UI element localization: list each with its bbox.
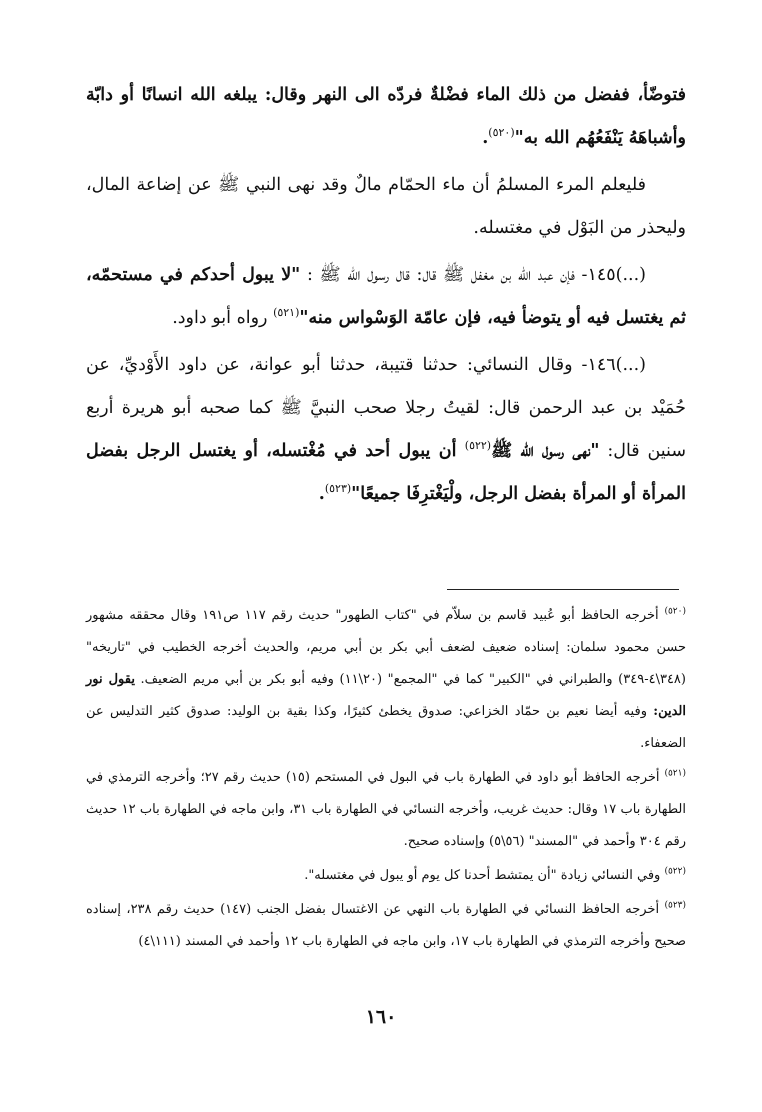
paragraph: [86, 344, 686, 516]
footnote-ref[interactable]: (٥٢٠): [488, 126, 515, 140]
text-run: (...)١٤٥- فإن عبد الله بن مغفل ﷺ قال: قال رسول الله ﷺ :: [300, 265, 646, 285]
paragraph: [86, 74, 686, 160]
footnote-ref[interactable]: (٥٢٢): [464, 439, 492, 453]
footnote-number: (٥٢٢): [664, 866, 686, 877]
text-run: فليعلم المرء المسلمُ أن ماء الحمّام مالٌ وقد نهى النبي ﷺ عن إضاعة المال، وليحذر من البَوْل في مغتسله.: [86, 175, 686, 238]
footnote-number: (٥٢١): [664, 768, 686, 779]
main-text: [86, 74, 686, 520]
text-run: رواه أبو داود.: [172, 308, 274, 328]
footnote-ref[interactable]: (٥٢١): [273, 306, 300, 320]
hadith-quote: "لا يبول أحدكم في مستحمّه، ثم يغتسل فيه أو يتوضأ فيه، فإن عامّة الوَسْواس منه": [86, 265, 686, 328]
page-number: ١٦٠: [365, 1006, 397, 1028]
footnote-text: وفيه أيضا نعيم بن حمّاد الخزاعي: صدوق يخطئ كثيرًا، وكذا بقية بن الوليد: صدوق كثير التدليس عن الضعفاء.: [86, 704, 686, 751]
footnote-ref[interactable]: (٥٢٣): [324, 482, 352, 496]
footnote: [86, 762, 686, 858]
footnotes: [86, 600, 686, 960]
paragraph: [86, 254, 686, 340]
text-run: فتوضّأ، ففضل من ذلك الماء فضْلةٌ فردّه الى النهر وقال: يبلغه الله انسانًا أو دابّة وأشباهَهُ يَنْفَعُهُم الله به": [86, 85, 686, 148]
paragraph: [86, 164, 686, 250]
footnote-text: أخرجه الحافظ أبو داود في الطهارة باب في البول في المستحم (١٥) حديث رقم ٢٧؛ وأخرجه الترمذي في الطهارة باب ١٧ وقال: حديث غريب، وأخرجه النسائي في الطهارة باب ٣١، وابن ماجه في الطهارة باب ١٢ حديث رقم ٣٠٤ وأحمد في "المسند" (٥٦\٥) وإسناده صحيح.: [86, 770, 686, 849]
text-run: .: [318, 484, 325, 504]
footnote: [86, 600, 686, 760]
footnote-text: وفي النسائي زيادة "أن يمتشط أحدنا كل يوم أو يبول في مغتسله".: [304, 868, 665, 883]
footnote-number: (٥٢٠): [664, 606, 686, 617]
hadith-quote: أن يبول أحد في مُغْتسله، أو يغتسل الرجل بفضل المرأة أو المرأة بفضل الرجل، ولْيَغْترِفَا جميعًا": [86, 441, 686, 504]
footnote-text: أخرجه الحافظ أبو عُبيد قاسم بن سلاّم في "كتاب الطهور" حديث رقم ١١٧ ص١٩١ وقال محققه مشهور حسن محمود سلمان: إسناده ضعيف لضعف أبي بكر بن أبي مريم، والحديث أخرجه الخطيب في "تاريخه" (٣٤٨\٤-٣٤٩) والطبراني في "الكبير" كما في "المجمع" (٢٠\١١) وفيه أبو بكر بن أبي مريم الضعيف.: [86, 608, 686, 687]
footnote-text-bold: يقول نور الدين:: [86, 672, 686, 719]
footnote-text: أخرجه الحافظ النسائي في الطهارة باب النهي عن الاغتسال بفضل الجنب (١٤٧) حديث رقم ٢٣٨، إسناده صحيح وأخرجه الترمذي في الطهارة باب ١٧، وابن ماجه في الطهارة باب ١٢ وأحمد في المسند (١١١\٤): [86, 902, 686, 949]
footnote: [86, 860, 686, 892]
text-run: .: [482, 128, 489, 148]
footnote: [86, 894, 686, 958]
footnote-number: (٥٢٣): [664, 900, 687, 911]
hadith-quote: "نهى رسول الله ﷺ: [491, 441, 600, 461]
footnote-divider: [447, 589, 679, 590]
text-run: (...)١٤٦- وقال النسائي: حدثنا قتيبة، حدثنا أبو عوانة، عن داود الأَوْديِّ، عن حُمَيْد بن عبد الرحمن قال: لقيتُ رجلا صحب النبيَّ ﷺ كما صحبه أبو هريرة أربع سنين قال:: [86, 355, 686, 461]
